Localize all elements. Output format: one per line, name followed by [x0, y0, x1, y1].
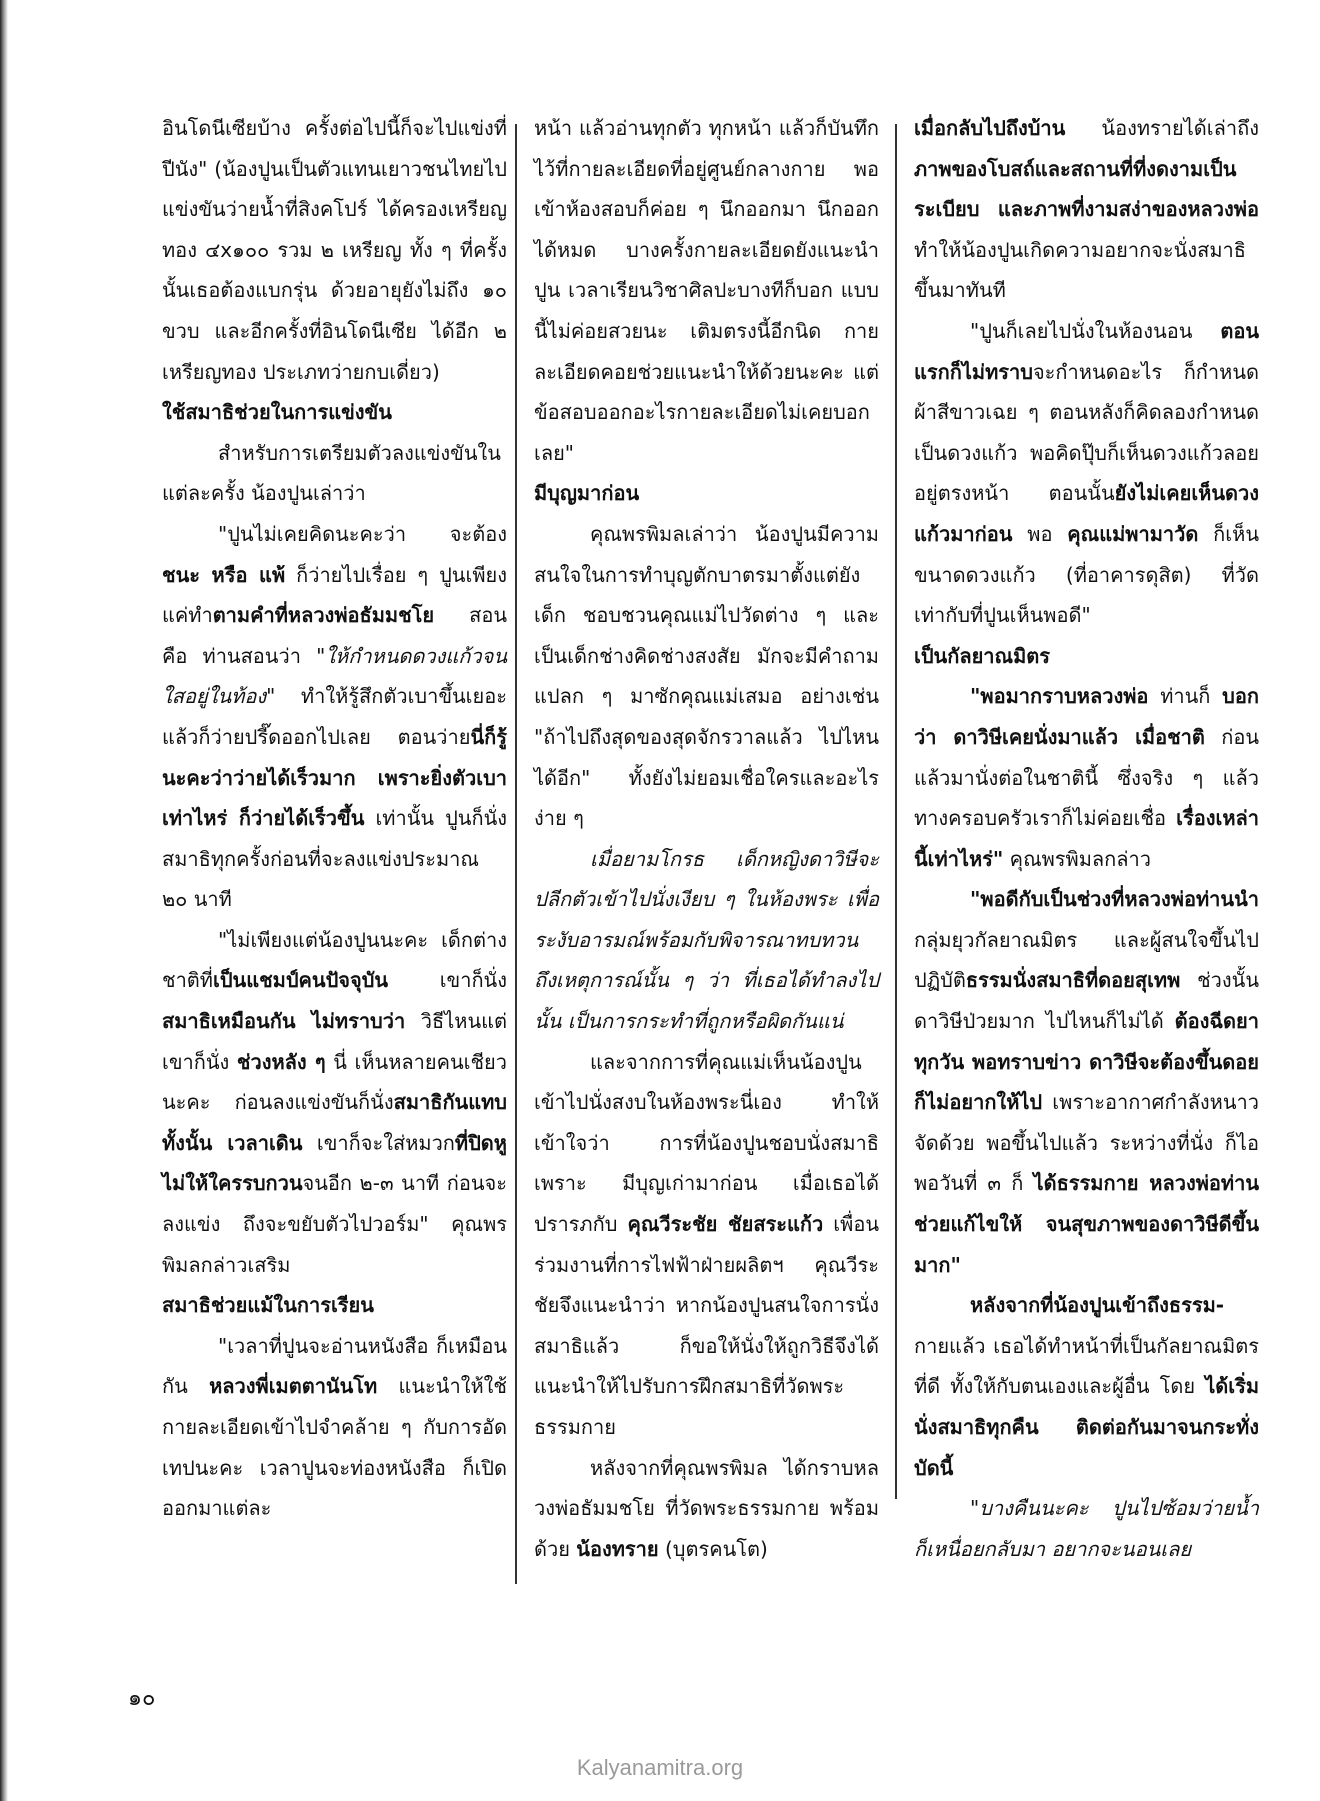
page-edge-shadow	[0, 0, 8, 1801]
column-2	[534, 108, 879, 1569]
paragraph: เมื่อกลับไปถึงบ้าน น้องทรายได้เล่าถึงภาพของโบสถ์และสถานที่ที่งดงามเป็นระเบียบ และภาพที่งามสง่าของหลวงพ่อ ทำให้น้องปูนเกิดความอยากจะนั่งสมาธิขึ้นมาทันที	[914, 116, 1259, 303]
section-heading: สมาธิช่วยแม้ในการเรียน	[162, 1293, 374, 1318]
paragraph: หลังจากที่คุณพรพิมล ได้กราบหลวงพ่อธัมมชโย ที่วัดพระธรรมกาย พร้อมด้วย น้องทราย (บุตรคนโต)	[534, 1455, 879, 1561]
paragraph: และจากการที่คุณแม่เห็นน้องปูน เข้าไปนั่งสงบในห้องพระนี่เอง ทำให้เข้าใจว่า การที่น้องปูนชอบนั่งสมาธิ เพราะ มีบุญเก่ามาก่อน เมื่อเธอได้ปรารภกับ คุณวีระชัย ชัยสระแก้ว เพื่อนร่วมงานที่การไฟฟ้าฝ่ายผลิตฯ คุณวีระชัยจึงแนะนำว่า หากน้องปูนสนใจการนั่งสมาธิแล้ว ก็ขอให้นั่งให้ถูกวิธีจึงได้แนะนำให้ไปรับการฝึกสมาธิที่วัดพระธรรมกาย	[534, 1049, 880, 1439]
section-heading: มีบุญมาก่อน	[534, 481, 640, 506]
paragraph: คุณพรพิมลเล่าว่า น้องปูนมีความสนใจในการทำบุญตักบาตรมาตั้งแต่ยังเด็ก ชอบชวนคุณแม่ไปวัดต่าง ๆ และเป็นเด็กช่างคิดช่างสงสัย มักจะมีคำถามแปลก ๆ มาซักคุณแม่เสมอ อย่างเช่น "ถ้าไปถึงสุดของสุดจักรวาลแล้ว ไปไหนได้อีก" ทั้งยังไม่ยอมเชื่อใครและอะไรง่าย ๆ	[534, 521, 879, 831]
paragraph: "พอดีกับเป็นช่วงที่หลวงพ่อท่านนำ กลุ่มยุวกัลยาณมิตร และผู้สนใจขึ้นไปปฏิบัติธรรมนั่งสมาธิที่ดอยสุเทพ ช่วงนั้นดาวิษีป่วยมาก ไปไหนก็ไม่ได้ ต้องฉีดยาทุกวัน พอทราบข่าว ดาวิษีจะต้องขึ้นดอย ก็ไม่อยากให้ไป เพราะอากาศกำลังหนาวจัดด้วย พอขึ้นไปแล้ว ระหว่างที่นั่ง ก็ไอ พอวันที่ ๓ ก็ ได้ธรรมกาย หลวงพ่อท่านช่วยแก้ไขให้ จนสุขภาพของดาวิษีดีขึ้นมาก"	[914, 887, 1259, 1277]
paragraph: "เวลาที่ปูนจะอ่านหนังสือ ก็เหมือนกัน หลวงพี่เมตตานันโท แนะนำให้ใช้กายละเอียดเข้าไปจำคล้าย ๆ กับการอัดเทปนะคะ เวลาปูนจะท่องหนังสือ ก็เปิดออกมาแต่ละ	[162, 1333, 507, 1521]
column-3	[914, 108, 1259, 1569]
paragraph: หลังจากที่น้องปูนเข้าถึงธรรม- กายแล้ว เธอได้ทำหน้าที่เป็นกัลยาณมิตรที่ดี ทั้งให้กับตนเองและผู้อื่น โดย ได้เริ่มนั่งสมาธิทุกคืน ติดต่อกันมาจนกระทั่งบัดนี้	[914, 1293, 1260, 1480]
paragraph: สำหรับการเตรียมตัวลงแข่งขันในแต่ละครั้ง น้องปูนเล่าว่า	[162, 440, 501, 506]
watermark: Kalyanamitra.org	[576, 1755, 744, 1780]
paragraph: "พอมากราบหลวงพ่อ ท่านก็ บอกว่า ดาวิษีเคยนั่งมาแล้ว เมื่อชาติ ก่อน แล้วมานั่งต่อในชาตินี้ ซึ่งจริง ๆ แล้ว ทางครอบครัวเราก็ไม่ค่อยเชื่อ เรื่องเหล่านี้เท่าไหร่" คุณพรพิมลกล่าว	[914, 684, 1260, 871]
paragraph: "ไม่เพียงแต่น้องปูนนะคะ เด็กต่างชาติที่เป็นแชมป์คนปัจจุบัน เขาก็นั่งสมาธิเหมือนกัน ไม่ทราบว่า วิธีไหนแต่เขาก็นั่ง ช่วงหลัง ๆ นี่ เห็นหลายคนเชียวนะคะ ก่อนลงแข่งขันก็นั่งสมาธิกันแทบทั้งนั้น เวลาเดิน เขาก็จะใส่หมวกที่ปิดหูไม่ให้ใครรบกวนจนอีก ๒-๓ นาที ก่อนจะลงแข่ง ถึงจะขยับตัวไปวอร์ม" คุณพรพิมลกล่าวเสริม	[162, 927, 508, 1277]
paragraph: หน้า แล้วอ่านทุกตัว ทุกหน้า แล้วก็บันทึกไว้ที่กายละเอียดที่อยู่ศูนย์กลางกาย พอเข้าห้องสอบก็ค่อย ๆ นึกออกมา นึกออกได้หมด บางครั้งกายละเอียดยังแนะนำปูน เวลาเรียนวิชาศิลปะบางทีก็บอก แบบนี้ไม่ค่อยสวยนะ เติมตรงนี้อีกนิด กายละเอียดคอยช่วยแนะนำให้ด้วยนะคะ แต่ข้อสอบออกอะไรกายละเอียดไม่เคยบอกเลย"	[534, 116, 879, 465]
paragraph: อินโดนีเซียบ้าง ครั้งต่อไปนี้ก็จะไปแข่งที่ปีนัง" (น้องปูนเป็นตัวแทนเยาวชนไทยไปแข่งขันว่ายน้ำที่สิงคโปร์ ได้ครองเหรียญทอง ๔x๑๐๐ รวม ๒ เหรียญ ทั้ง ๆ ที่ครั้งนั้นเธอต้องแบกรุ่น ด้วยอายุยังไม่ถึง ๑๐ ขวบ และอีกครั้งที่อินโดนีเซีย ได้อีก ๒ เหรียญทอง ประเภทว่ายกบเดี่ยว)	[162, 116, 507, 384]
column-divider	[515, 124, 517, 1584]
page-number: ๑๐	[128, 1686, 156, 1711]
column-divider	[895, 124, 897, 1499]
paragraph: "ปูนก็เลยไปนั่งในห้องนอน ตอนแรกก็ไม่ทราบจะกำหนดอะไร ก็กำหนดผ้าสีขาวเฉย ๆ ตอนหลังก็คิดลองกำหนดเป็นดวงแก้ว พอคิดปุ๊บก็เห็นดวงแก้วลอยอยู่ตรงหน้า ตอนนั้นยังไม่เคยเห็นดวงแก้วมาก่อน พอ คุณแม่พามาวัด ก็เห็นขนาดดวงแก้ว (ที่อาคารดุสิต) ที่วัดเท่ากับที่ปูนเห็นพอดี"	[914, 318, 1259, 628]
italic-paragraph: "บางคืนนะคะ ปูนไปซ้อมว่ายน้ำ ก็เหนื่อยกลับมา อยากจะนอนเลย	[914, 1496, 1259, 1561]
section-heading: ใช้สมาธิช่วยในการแข่งขัน	[162, 400, 392, 425]
section-heading: เป็นกัลยาณมิตร	[914, 643, 1050, 668]
column-1	[162, 108, 507, 1529]
italic-paragraph: เมื่อยามโกรธ เด็กหญิงดาวิษีจะปลีกตัวเข้าไปนั่งเงียบ ๆ ในห้องพระ เพื่อระงับอารมณ์พร้อมกับพิจารณาทบทวนถึงเหตุการณ์นั้น ๆ ว่า ที่เธอได้ทำลงไปนั้น เป็นการกระทำที่ถูกหรือผิดกันแน่	[534, 846, 879, 1034]
paragraph: "ปูนไม่เคยคิดนะคะว่า จะต้อง ชนะ หรือ แพ้ ก็ว่ายไปเรื่อย ๆ ปูนเพียงแค่ทำตามคำที่หลวงพ่อธัมมชโย สอน คือ ท่านสอนว่า "ให้กำหนดดวงแก้วจนใสอยู่ในท้อง" ทำให้รู้สึกตัวเบาขึ้นเยอะ แล้วก็ว่ายปรี๊ดออกไปเลย ตอนว่ายนี่ก็รู้นะคะว่าว่ายได้เร็วมาก เพราะยิ่งตัวเบาเท่าไหร่ ก็ว่ายได้เร็วขึ้น เท่านั้น ปูนก็นั่งสมาธิทุกครั้งก่อนที่จะลงแข่งประมาณ ๒๐ นาที	[162, 521, 508, 912]
